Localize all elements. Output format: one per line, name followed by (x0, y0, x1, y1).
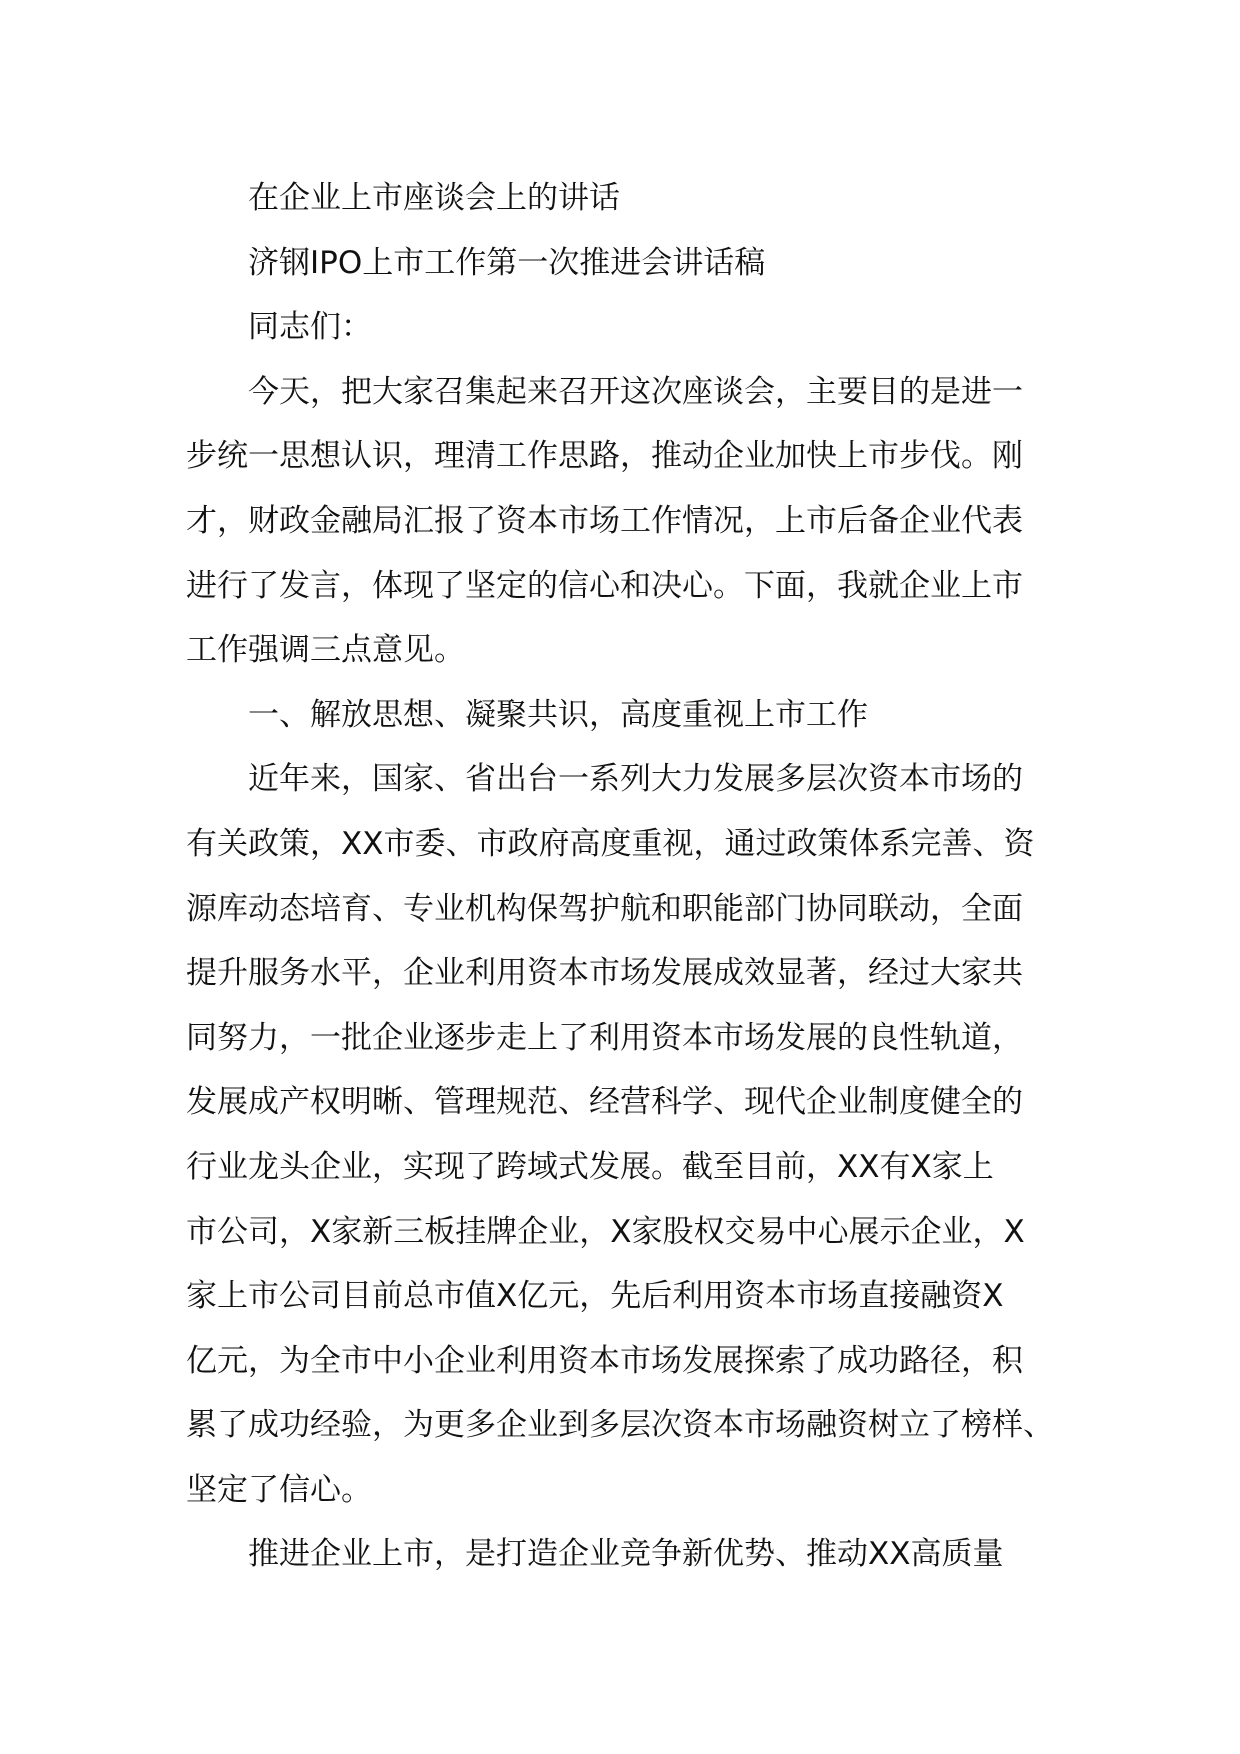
paragraph-line: 提升服务水平，企业利用资本市场发展成效显著，经过大家共 (186, 955, 1023, 992)
paragraph-line: 步统一思想认识，理清工作思路，推动企业加快上市步伐。刚 (186, 438, 1023, 475)
paragraph-line: 同努力，一批企业逐步走上了利用资本市场发展的良性轨道， (186, 1019, 1023, 1056)
paragraph-line: 推进企业上市，是打造企业竞争新优势、推动XX高质量 (248, 1536, 1004, 1573)
paragraph-line: 工作强调三点意见。 (186, 632, 465, 669)
section-heading: 一、解放思想、凝聚共识，高度重视上市工作 (248, 696, 868, 733)
paragraph-line: 才，财政金融局汇报了资本市场工作情况，上市后备企业代表 (186, 502, 1023, 539)
paragraph-line: 行业龙头企业，实现了跨域式发展。截至目前，XX有X家上 (186, 1148, 994, 1185)
paragraph-line: 累了成功经验，为更多企业到多层次资本市场融资树立了榜样、 (186, 1407, 1054, 1444)
paragraph-line: 近年来，国家、省出台一系列大力发展多层次资本市场的 (248, 761, 1023, 798)
paragraph-line: 家上市公司目前总市值X亿元，先后利用资本市场直接融资X (186, 1278, 1004, 1315)
paragraph-line: 坚定了信心。 (186, 1471, 372, 1508)
paragraph-line: 源库动态培育、专业机构保驾护航和职能部门协同联动，全面 (186, 890, 1023, 927)
paragraph-line: 发展成产权明晰、管理规范、经营科学、现代企业制度健全的 (186, 1084, 1023, 1121)
salutation: 同志们： (248, 309, 372, 346)
paragraph-line: 亿元，为全市中小企业利用资本市场发展探索了成功路径，积 (186, 1342, 1023, 1379)
paragraph-line: 进行了发言，体现了坚定的信心和决心。下面，我就企业上市 (186, 567, 1023, 604)
paragraph-line: 今天，把大家召集起来召开这次座谈会，主要目的是进一 (248, 373, 1023, 410)
document-subtitle: 济钢IPO上市工作第一次推进会讲话稿 (248, 244, 766, 281)
paragraph-line: 市公司，X家新三板挂牌企业，X家股权交易中心展示企业，X (186, 1213, 1025, 1250)
paragraph-line: 有关政策，XX市委、市政府高度重视，通过政策体系完善、资 (186, 825, 1035, 862)
document-title: 在企业上市座谈会上的讲话 (248, 180, 620, 216)
document-body (186, 166, 1056, 1587)
